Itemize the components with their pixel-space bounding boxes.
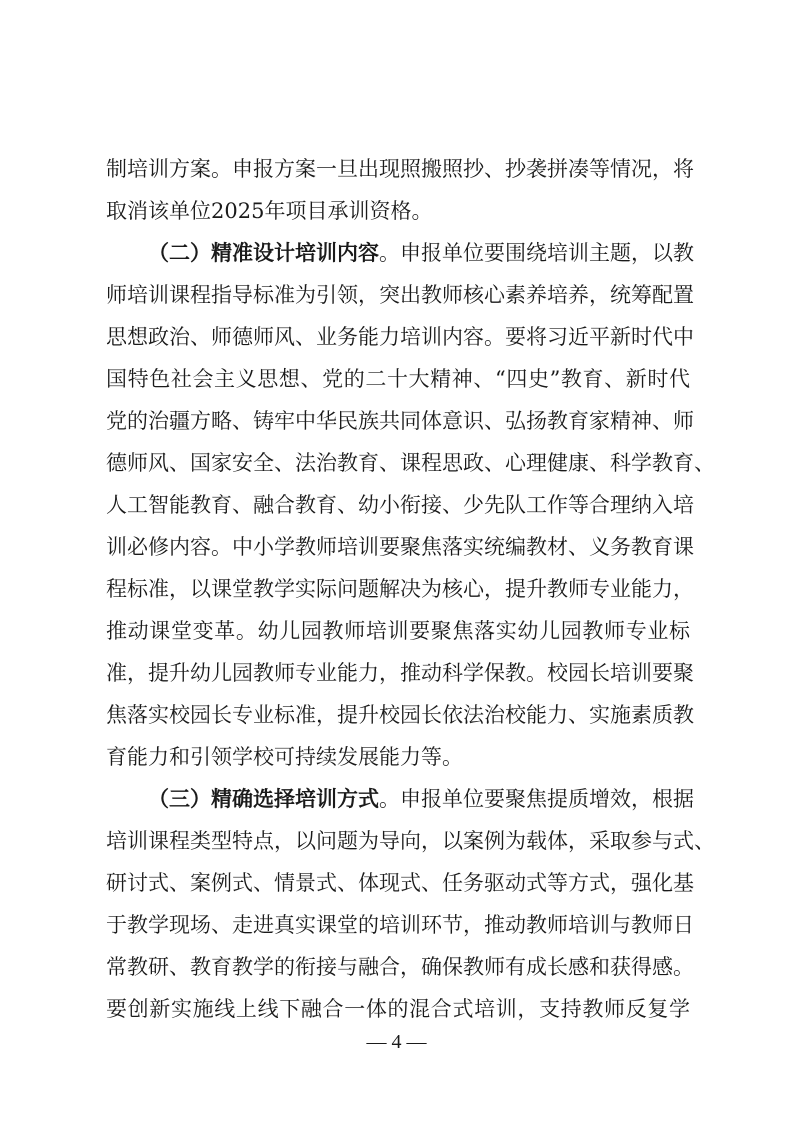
text-line: 德师风、国家安全、法治教育、课程思政、心理健康、科学教育、 bbox=[106, 451, 715, 475]
text-line: 育能力和引领学校可持续发展能力等。 bbox=[106, 745, 463, 769]
text-line: 程标准，以课堂教学实际问题解决为核心，提升教师专业能力， bbox=[106, 577, 694, 601]
section-2-text: 。申报单位要围绕培训主题，以教 bbox=[379, 241, 694, 265]
text-line: 培训课程类型特点，以问题为导向，以案例为载体，采取参与式、 bbox=[106, 829, 715, 853]
text-line: 要创新实施线上线下融合一体的混合式培训，支持教师反复学 bbox=[106, 997, 690, 1021]
text-line: 常教研、教育教学的衔接与融合，确保教师有成长感和获得感。 bbox=[106, 955, 694, 979]
text-line: 师培训课程指导标准为引领，突出教师核心素养培养，统筹配置 bbox=[106, 283, 694, 307]
text-line: 准，提升幼儿园教师专业能力，推动科学保教。校园长培训要聚 bbox=[106, 661, 694, 685]
text-line: 于教学现场、走进真实课堂的培训环节，推动教师培训与教师日 bbox=[106, 913, 694, 937]
text-line: 制培训方案。申报方案一旦出现照搬照抄、抄袭拼凑等情况，将 bbox=[106, 157, 694, 181]
section-2-heading: （二）精准设计培训内容 bbox=[148, 241, 379, 265]
text-line: 人工智能教育、融合教育、幼小衔接、少先队工作等合理纳入培 bbox=[106, 493, 694, 517]
text-line: 党的治疆方略、铸牢中华民族共同体意识、弘扬教育家精神、师 bbox=[106, 409, 694, 433]
text-line: 思想政治、师德师风、业务能力培训内容。要将习近平新时代中 bbox=[106, 325, 694, 349]
section-3-heading: （三）精确选择培训方式 bbox=[148, 787, 379, 811]
page-number: — 4 — bbox=[366, 1031, 427, 1053]
text-line: 推动课堂变革。幼儿园教师培训要聚焦落实幼儿园教师专业标 bbox=[106, 619, 690, 643]
text-line: 焦落实校园长专业标准，提升校园长依法治校能力、实施素质教 bbox=[106, 703, 694, 727]
section-3-opening-line bbox=[148, 778, 694, 820]
text-line: 研讨式、案例式、情景式、体现式、任务驱动式等方式，强化基 bbox=[106, 871, 694, 895]
section-2-opening-line bbox=[148, 232, 694, 274]
text-line: 取消该单位2025年项目承训资格。 bbox=[106, 199, 433, 223]
text-line: 训必修内容。中小学教师培训要聚焦落实统编教材、义务教育课 bbox=[106, 535, 694, 559]
text-line: 国特色社会主义思想、党的二十大精神、“四史”教育、新时代 bbox=[106, 367, 690, 391]
section-3-text: 。申报单位要聚焦提质增效，根据 bbox=[379, 787, 694, 811]
